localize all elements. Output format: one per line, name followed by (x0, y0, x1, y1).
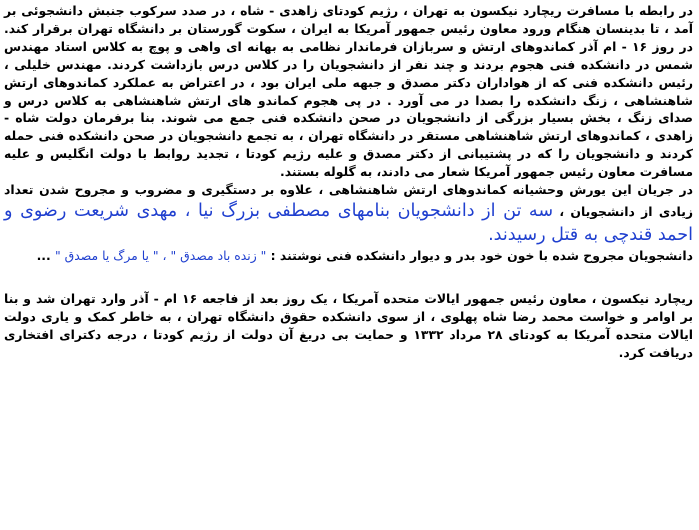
article-body (4, 2, 693, 362)
highlighted-slogans: " زنده باد مصدق " ، " یا مرگ یا مصدق " (55, 247, 267, 263)
paragraph-assault-intro: در جریان این یورش وحشیانه کماندوهای ارتش شاهنشاهی ، علاوه بر دستگیری و مضروب و مجروح شدن تعداد زیادی از دانشجویان ، (4, 182, 693, 219)
paragraph-slogans-ellipsis: ... (36, 247, 51, 263)
paragraph-blood-slogans (4, 247, 693, 265)
paragraph-slogans-intro: دانشجویان مجروح شده با خون خود بدر و دیوار دانشکده فنی نوشتند : (270, 247, 693, 263)
paragraph-assault-casualties (4, 181, 693, 247)
paragraph-gap (4, 265, 693, 290)
highlighted-martyrs-names: سه تن از دانشجویان بنامهای مصطفی بزرگ نیا ، مهدی شریعت رضوی و احمد قندچی به قتل رسیدند. (4, 200, 693, 245)
paragraph-nixon-visit-crackdown: در رابطه با مسافرت ریچارد نیکسون به تهران ، رژیم کودتای زاهدی - شاه ، در صدد سرکوب جنبش دانشجوئی بر آمد ، تا بدینسان هنگام ورود معاون رئیس جمهور آمریکا به ایران ، سکوت گورستان بر دانشگاه تهران برقرار کند. در روز ۱۶ - ام آذر کماندوهای ارتش و سربازان فرماندار نظامی به بهانه ای واهی و پوچ به کلاس استاد مهندس شمس در دانشکده فنی هجوم بردند و چند نفر از دانشجویان را در کلاس درس بازداشت کردند. مهندس خلیلی ، رئیس دانشکده فنی که از هواداران دکتر مصدق و جبهه ملی ایران بود ، در اعتراض به عملکرد کماندوهای ارتش شاهنشاهی ، زنگ دانشکده را بصدا در می آورد . در پی هجوم کماندو های ارتش شاهنشاهی به کلاس درس و صدای زنگ ، بخش بسیار بزرگی از دانشجویان در صحن دانشکده فنی جمع می شوند. بنا برفرمان دولت شاه - زاهدی ، کماندوهای ارتش شاهنشاهی مستقر در دانشگاه تهران ، به تجمع دانشجویان در صحن دانشکده فنی حمله کردند و دانشجویان را که در پشتیبانی از دکتر مصدق و علیه رژیم کودتا ، تجدید روابط با دولت انگلیس و علیه مسافرت معاون رئیس جمهور آمریکا شعار می دادند، به گلوله بستند. (4, 3, 693, 180)
paragraph-nixon-honorary-degree: ریچارد نیکسون ، معاون رئیس جمهور ایالات متحده آمریکا ، یک روز بعد از فاجعه ۱۶ ام - آذر وارد تهران شد و بنا بر اوامر و خواست محمد رضا شاه پهلوی ، از سوی دانشکده حقوق دانشگاه تهران ، به خاطر کمک و یاری دولت ایالات متحده آمریکا به کودتای ۲۸ مرداد ۱۳۳۲ و حمایت بی دریغ آن دولت از رژیم کودتا ، درجه دکترای افتخاری دریافت کرد. (4, 290, 693, 360)
